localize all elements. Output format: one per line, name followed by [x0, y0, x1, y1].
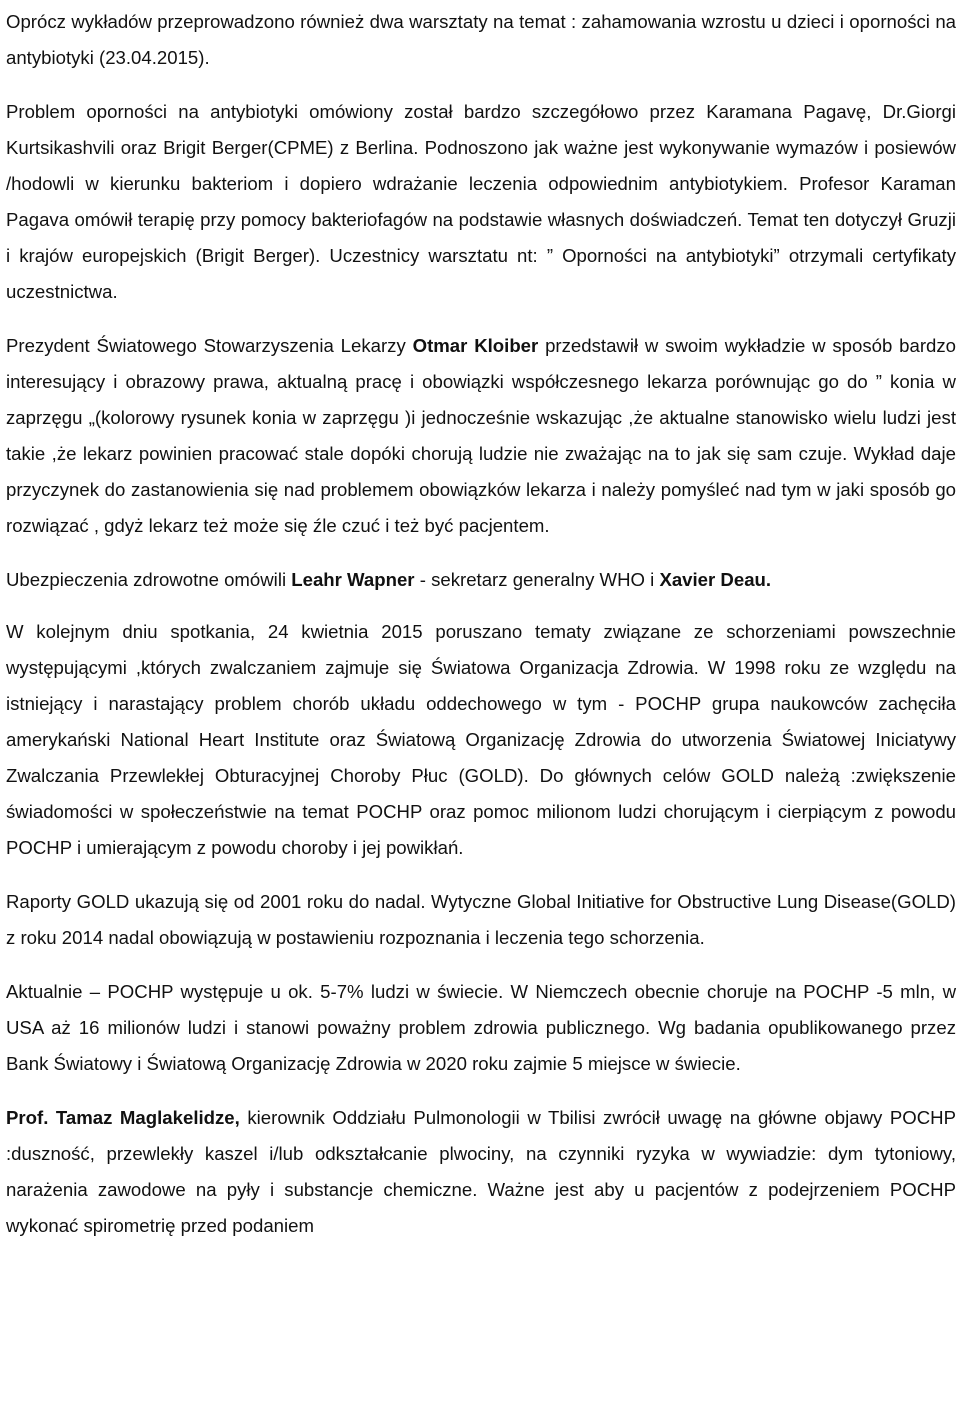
bold-name: Xavier Deau.: [659, 569, 772, 590]
paragraph-gold-initiative: W kolejnym dniu spotkania, 24 kwietnia 2015 poruszano tematy związane ze schorzeniami powszechnie występującymi ,których zwalczaniem zajmuje się Światowa Organizacja Zdrowia. W 1998 roku ze względu na istniejący i narastający problem chorób układu oddechowego w tym - POCHP grupa naukowców zachęciła amerykański National Heart Institute oraz Światową Organizację Zdrowia do utworzenia Światowej Iniciatywy Zwalczania Przewlekłej Obturacyjnej Choroby Płuc (GOLD). Do głównych celów GOLD należą :zwiększenie świadomości w społeczeństwie na temat POCHP oraz pomoc milionom ludzi chorującym i cierpiącym z powodu POCHP i umierającym z powodu choroby i jej powikłań.: [6, 621, 956, 858]
text-run: przedstawił w swoim wykładzie w sposób bardzo interesujący i obrazowy prawa, aktualną pracę i obowiązki współczesnego lekarza porównując go do ” konia w zaprzęgu „(kolorowy rysunek konia w zaprzęgu )i jednocześnie wskazując ,że aktualne stanowisko wielu ludzi jest takie ,że lekarz powinien pracować stale dopóki chorują ludzie nie zważając na to jak się sam czuje. Wykład daje przyczynek do zastanowienia się nad problemem obowiązków lekarza i należy pomyśleć nad tym w jaki sposób go rozwiązać , gdyż lekarz też może się źle czuć i też być pacjentem.: [6, 335, 957, 536]
paragraph-health-insurance: [6, 562, 956, 598]
bold-name: Otmar Kloiber: [412, 335, 539, 356]
text-run: Prezydent Światowego Stowarzyszenia Lekarzy: [6, 335, 413, 356]
bold-name: Leahr Wapner: [291, 569, 415, 590]
bold-name: Prof. Tamaz Maglakelidze,: [6, 1107, 240, 1128]
text-run: - sekretarz generalny WHO i: [414, 569, 660, 590]
paragraph-copd-statistics: Aktualnie – POCHP występuje u ok. 5-7% ludzi w świecie. W Niemczech obecnie choruje na POCHP -5 mln, w USA aż 16 milionów ludzi i stanowi poważny problem zdrowia publicznego. Wg badania opublikowanego przez Bank Światowy i Światową Organizację Zdrowia w 2020 roku zajmie 5 miejsce w świecie.: [6, 981, 956, 1074]
paragraph-maglakelidze: [6, 1100, 956, 1244]
text-run: kierownik Oddziału Pulmonologii w Tbilisi zwrócił uwagę na główne objawy POCHP :duszność, przewlekły kaszel i/lub odkształcanie plwociny, na czynniki ryzyka w wywiadzie: dym tytoniowy, narażenia zawodowe na pyły i substancje chemiczne. Ważne jest aby u pacjentów z podejrzeniem POCHP wykonać spirometrię przed podaniem: [6, 1107, 956, 1236]
paragraph-antibiotic-resistance: Problem oporności na antybiotyki omówiony został bardzo szczegółowo przez Karamana Pagavę, Dr.Giorgi Kurtsikashvili oraz Brigit Berger(CPME) z Berlina. Podnoszono jak ważne jest wykonywanie wymazów i posiewów /hodowli w kierunku bakteriom i dopiero wdrażanie leczenia odpowiednim antybiotykiem. Profesor Karaman Pagava omówił terapię przy pomocy bakteriofagów na podstawie własnych doświadczeń. Temat ten dotyczył Gruzji i krajów europejskich (Brigit Berger). Uczestnicy warsztatu nt: ” Oporności na antybiotyki” otrzymali certyfikaty uczestnictwa.: [6, 101, 956, 302]
paragraph-workshops: Oprócz wykładów przeprowadzono również dwa warsztaty na temat : zahamowania wzrostu u dzieci i oporności na antybiotyki (23.04.2015).: [6, 11, 956, 68]
paragraph-gold-reports: Raporty GOLD ukazują się od 2001 roku do nadal. Wytyczne Global Initiative for Obstructive Lung Disease(GOLD) z roku 2014 nadal obowiązują w postawieniu rozpoznania i leczenia tego schorzenia.: [6, 891, 956, 948]
text-run: Ubezpieczenia zdrowotne omówili: [6, 569, 292, 590]
paragraph-kloiber-lecture: [6, 328, 956, 544]
